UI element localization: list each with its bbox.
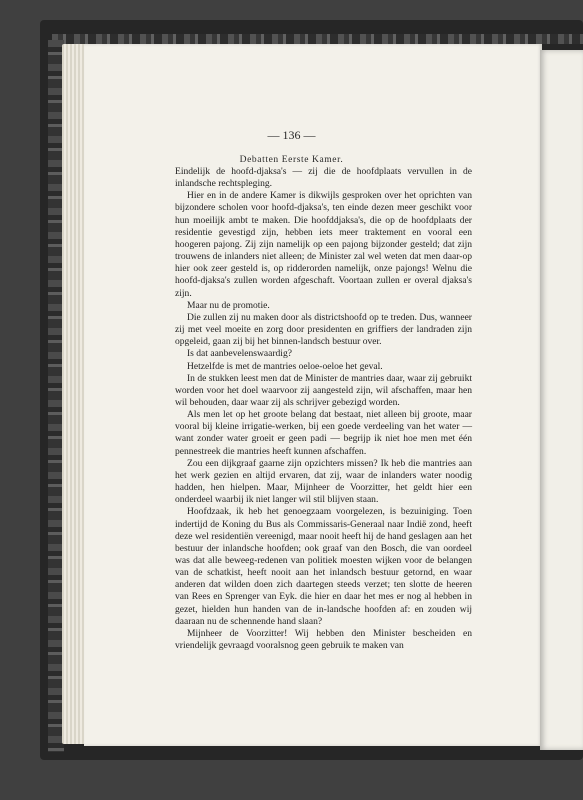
paragraph: Hier en in de andere Kamer is dikwijls gesproken over het oprichten van bijzondere scholen voor hoofd-djaksa's, ten einde dezen meer geschikt voor hun moeilijk ambt te maken. Die hoofddjaksa's, die op de hoofdplaats der residentie gevestigd zijn, hebben iets meer traktement en vooral een hoogeren pajong. Zij zijn namelijk op een pajong bijzonder gesteld; dat zijn trouwens de inlanders niet alleen; de Minister zal wel weten dat men daar-op hier ook zeer gesteld is, op ridderorden namelijk, onze pajongs! Welnu die hoofd-djaksa's zullen worden afgeschaft. Voortaan zullen er overal djaksa's zijn. <box>175 190 472 299</box>
paragraph: Is dat aanbevelenswaardig? <box>187 348 292 360</box>
page-number: — 136 — <box>267 128 316 142</box>
paragraph: Zou een dijkgraaf gaarne zijn opzichters missen? Ik heb die mantries aan het werk gezien en altijd ervaren, dat zij, waar de inlanders water noodig hadden, hen hielpen. Maar, Mijnheer de Voorzitter, het geldt hier een onderdeel waarbij ik niet langer wil stil blijven staan. <box>175 457 472 506</box>
paragraph: In de stukken leest men dat de Minister de mantries daar, waar zij gebruikt worden voor het doel waarvoor zij aangesteld zijn, wil afschaffen, maar hen wil behouden, daar waar zij als schrijver gebezigd worden. <box>175 372 472 408</box>
paragraph: Die zullen zij nu maken door als districtshoofd op te treden. Dus, wanneer zij met veel moeite en zorg door presidenten en griffiers der landraden zijn opgeleid, gaan zij bij het binnen-landsch bestuur over. <box>175 311 472 348</box>
paragraph: Als men let op het groote belang dat bestaat, niet alleen bij groote, maar vooral bij kleine irrigatie-werken, bij een goede verdeeling van het water — want zonder water groeit er geen padi — begrijp ik niet hoe men met één pennestreek die mantries heeft kunnen afschaffen. <box>175 409 472 457</box>
paragraph: Mijnheer de Voorzitter! Wij hebben den Minister bescheiden en vriendelijk gevraagd vooralsnog geen gebruik te maken van <box>175 627 472 652</box>
running-heading: Debatten Eerste Kamer. <box>239 155 344 165</box>
page-body <box>175 166 472 652</box>
paragraph: Maar nu de promotie. <box>187 299 270 311</box>
paragraph: Hetzelfde is met de mantries oeloe-oeloe het geval. <box>187 360 383 372</box>
marbled-edge <box>52 34 583 44</box>
paragraph: Hoofdzaak, ik heb het genoegzaam voorgelezen, is bezuiniging. Toen indertijd de Koning du Bus als Commissaris-Generaal naar Indië zond, heeft deze wel residentiën vereenigd, maar nooit heeft hij de hand geslagen aan het bestuur der inlandsche hoofden; ook graaf van den Bosch, die van oordeel was dat alle beweeg-redenen van politiek moesten wijken voor de belangen van de schatkist, heeft nooit aan het inlandsch bestuur getornd, en waar anderen dat wilden doen zich daartegen steeds verzet; ten slotte de heeren van Rees en Sprenger van Eyk. die hier en daar het mes er nog al hebben in gezet, hielden hun handen van de in-landsche hoofden af: en zouden wij daaraan nu de schennende hand slaan? <box>175 506 472 627</box>
paragraph: Eindelijk de hoofd-djaksa's — zij die de hoofdplaats vervullen in de inlandsche rechtspleging. <box>175 166 472 190</box>
